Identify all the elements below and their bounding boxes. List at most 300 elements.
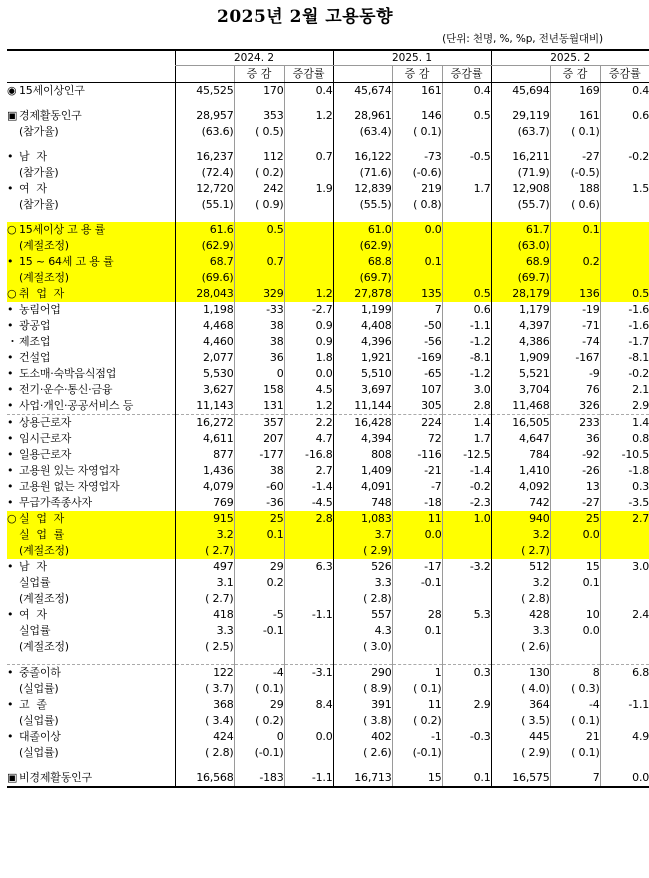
cell-2025-01-change: 224 — [392, 415, 442, 432]
cell-2024-02-value: 5,530 — [175, 366, 234, 382]
row-label-text: 농림어업 — [19, 303, 61, 316]
row-label — [7, 495, 175, 511]
cell-2024-02-change: -5 — [234, 607, 284, 623]
cell-2025-01-value: ( 2.8) — [333, 591, 392, 607]
row-label-text: 전기·운수·통신·금융 — [19, 383, 113, 396]
header-2025-02-rate: 증감률 — [600, 66, 649, 83]
table-body — [7, 83, 649, 788]
cell-2025-02-rate — [600, 713, 649, 729]
table-row — [7, 697, 649, 713]
row-marker-icon: • — [7, 367, 14, 380]
cell-2024-02-value: 16,272 — [175, 415, 234, 432]
cell-2025-02-change: (-0.5) — [550, 165, 600, 181]
cell-2024-02-change: ( 0.5) — [234, 124, 284, 140]
header-sub-row — [7, 66, 649, 83]
cell-2024-02-change — [234, 639, 284, 655]
cell-2025-02-rate: -1.1 — [600, 697, 649, 713]
cell-2024-02-value: 68.7 — [175, 254, 234, 270]
row-label-text: 제조업 — [19, 335, 51, 348]
cell-2025-01-change: 1 — [392, 665, 442, 682]
cell-2025-01-value: ( 3.0) — [333, 639, 392, 655]
header-2025-01-change: 증 감 — [392, 66, 442, 83]
cell-2024-02-value: (72.4) — [175, 165, 234, 181]
cell-2025-01-rate: 1.4 — [442, 415, 491, 432]
row-label-text: (계절조정) — [19, 640, 69, 653]
table-row — [7, 591, 649, 607]
cell-2025-01-change: ( 0.1) — [392, 124, 442, 140]
cell-2024-02-change: 0 — [234, 366, 284, 382]
row-label-text: 여 자 — [19, 608, 49, 621]
row-label-text: (계절조정) — [19, 239, 69, 252]
row-label — [7, 181, 175, 197]
header-2024-02-value — [175, 66, 234, 83]
cell-2025-02-value: 512 — [491, 559, 550, 575]
cell-2024-02-value: 3.2 — [175, 527, 234, 543]
header-label-col — [7, 66, 175, 83]
cell-2025-02-change: ( 0.1) — [550, 124, 600, 140]
row-marker-icon: • — [7, 432, 14, 445]
cell-2025-02-value: (63.7) — [491, 124, 550, 140]
table-row — [7, 665, 649, 682]
header-group-row — [7, 50, 649, 66]
table-row — [7, 318, 649, 334]
cell-2025-01-value: 16,122 — [333, 149, 392, 165]
cell-2025-01-value: 12,839 — [333, 181, 392, 197]
row-label-text: 상용근로자 — [19, 416, 72, 429]
cell-2025-01-value: 290 — [333, 665, 392, 682]
cell-2025-01-value: 4,408 — [333, 318, 392, 334]
row-label-text: (계절조정) — [19, 544, 69, 557]
row-marker-icon: • — [7, 303, 14, 316]
cell-2025-01-change: 135 — [392, 286, 442, 302]
table-row — [7, 108, 649, 124]
table-row — [7, 270, 649, 286]
cell-2025-01-rate: 0.5 — [442, 286, 491, 302]
cell-2025-02-rate: 1.4 — [600, 415, 649, 432]
row-label-text: 15세이상인구 — [19, 84, 85, 97]
cell-2024-02-rate: -1.4 — [284, 479, 333, 495]
row-label-text: (실업률) — [19, 714, 59, 727]
cell-2024-02-rate: 0.0 — [284, 366, 333, 382]
cell-2024-02-rate: 4.7 — [284, 431, 333, 447]
row-label — [7, 665, 175, 682]
table-row — [7, 334, 649, 350]
cell-2025-01-change: 219 — [392, 181, 442, 197]
cell-2024-02-value: 16,568 — [175, 770, 234, 787]
cell-2024-02-value: 4,460 — [175, 334, 234, 350]
cell-2025-02-value: (71.9) — [491, 165, 550, 181]
cell-2024-02-change: 353 — [234, 108, 284, 124]
cell-2025-02-rate — [600, 222, 649, 238]
cell-2025-01-value: ( 3.8) — [333, 713, 392, 729]
row-marker-icon: • — [7, 560, 14, 573]
cell-2025-01-value: 5,510 — [333, 366, 392, 382]
cell-2025-01-rate: -8.1 — [442, 350, 491, 366]
cell-2025-01-rate: -12.5 — [442, 447, 491, 463]
cell-2025-02-value: 5,521 — [491, 366, 550, 382]
row-marker-icon: ○ — [7, 223, 17, 236]
cell-2024-02-change: 0.1 — [234, 527, 284, 543]
cell-2025-02-rate: -1.7 — [600, 334, 649, 350]
table-row — [7, 447, 649, 463]
cell-2024-02-value: ( 2.7) — [175, 591, 234, 607]
table-row — [7, 382, 649, 398]
cell-2025-02-change: -74 — [550, 334, 600, 350]
cell-2024-02-value: 418 — [175, 607, 234, 623]
table-row — [7, 607, 649, 623]
cell-2025-01-change: -116 — [392, 447, 442, 463]
cell-2025-01-rate — [442, 238, 491, 254]
cell-2025-01-rate: 1.7 — [442, 431, 491, 447]
cell-2025-01-value: 3.7 — [333, 527, 392, 543]
row-label — [7, 697, 175, 713]
row-label — [7, 398, 175, 415]
table-row — [7, 729, 649, 745]
cell-2024-02-rate: 2.2 — [284, 415, 333, 432]
row-label-text: (계절조정) — [19, 592, 69, 605]
cell-2025-01-change — [392, 238, 442, 254]
cell-2025-02-value: 4,386 — [491, 334, 550, 350]
cell-2025-01-rate — [442, 165, 491, 181]
row-label — [7, 770, 175, 787]
cell-2025-02-value: (63.0) — [491, 238, 550, 254]
cell-2025-01-rate: 1.0 — [442, 511, 491, 527]
cell-2025-02-value: 16,575 — [491, 770, 550, 787]
row-label — [7, 575, 175, 591]
cell-2024-02-rate — [284, 745, 333, 761]
cell-2025-02-change: 0.2 — [550, 254, 600, 270]
row-label — [7, 681, 175, 697]
row-label — [7, 607, 175, 623]
cell-2025-01-rate: -1.2 — [442, 334, 491, 350]
cell-2025-01-rate — [442, 543, 491, 559]
cell-2025-02-rate: -3.5 — [600, 495, 649, 511]
table-row — [7, 713, 649, 729]
row-label-text: (실업률) — [19, 682, 59, 695]
table-row — [7, 431, 649, 447]
cell-2024-02-change: 38 — [234, 334, 284, 350]
header-corner-cell — [7, 50, 175, 66]
cell-2024-02-change: ( 0.9) — [234, 197, 284, 213]
row-label — [7, 222, 175, 238]
cell-2024-02-value: ( 2.8) — [175, 745, 234, 761]
cell-2025-01-value: 402 — [333, 729, 392, 745]
row-label — [7, 431, 175, 447]
cell-2025-01-change: 161 — [392, 83, 442, 100]
cell-2024-02-rate — [284, 591, 333, 607]
table-row — [7, 238, 649, 254]
cell-2025-01-change: 28 — [392, 607, 442, 623]
cell-2025-02-value: 16,505 — [491, 415, 550, 432]
cell-2024-02-change: 170 — [234, 83, 284, 100]
cell-2024-02-value: 4,079 — [175, 479, 234, 495]
cell-2025-01-value: (71.6) — [333, 165, 392, 181]
row-label-text: (참가율) — [19, 198, 59, 211]
cell-2025-02-change: ( 0.3) — [550, 681, 600, 697]
cell-2025-02-value: 68.9 — [491, 254, 550, 270]
cell-2025-02-rate: 0.6 — [600, 108, 649, 124]
row-label — [7, 415, 175, 432]
header-2025-02-value — [491, 66, 550, 83]
cell-2025-02-change: 36 — [550, 431, 600, 447]
cell-2024-02-rate — [284, 238, 333, 254]
cell-2025-01-rate: 0.3 — [442, 665, 491, 682]
cell-2024-02-value: 4,611 — [175, 431, 234, 447]
cell-2025-02-rate — [600, 639, 649, 655]
cell-2024-02-value: 1,198 — [175, 302, 234, 318]
cell-2024-02-change: 158 — [234, 382, 284, 398]
row-label-text: 고용원 있는 자영업자 — [19, 464, 120, 477]
cell-2025-02-change: 169 — [550, 83, 600, 100]
cell-2025-01-value: 526 — [333, 559, 392, 575]
row-label-text: 광공업 — [19, 319, 51, 332]
row-marker-icon: • — [7, 448, 14, 461]
cell-2025-02-rate — [600, 197, 649, 213]
row-label — [7, 302, 175, 318]
header-group-2024-02: 2024. 2 — [175, 50, 333, 66]
cell-2024-02-value: 497 — [175, 559, 234, 575]
row-label-text: 대졸이상 — [19, 730, 61, 743]
row-label — [7, 479, 175, 495]
cell-2025-02-value: ( 2.9) — [491, 745, 550, 761]
row-label-text: (참가율) — [19, 166, 59, 179]
cell-2024-02-change: -36 — [234, 495, 284, 511]
row-marker-icon: • — [7, 480, 14, 493]
cell-2025-01-change: (-0.1) — [392, 745, 442, 761]
cell-2025-01-value: 11,144 — [333, 398, 392, 415]
cell-2024-02-rate: -1.1 — [284, 607, 333, 623]
spacer-row — [7, 761, 649, 770]
cell-2025-02-value: 4,092 — [491, 479, 550, 495]
cell-2025-01-change: 7 — [392, 302, 442, 318]
cell-2025-01-value: 3,697 — [333, 382, 392, 398]
row-marker-icon: ◉ — [7, 84, 17, 97]
cell-2024-02-value: (69.6) — [175, 270, 234, 286]
cell-2025-02-value: 428 — [491, 607, 550, 623]
cell-2024-02-change: 29 — [234, 559, 284, 575]
cell-2025-02-change: 0.1 — [550, 575, 600, 591]
row-label-text: 임시근로자 — [19, 432, 72, 445]
cell-2024-02-change: (-0.1) — [234, 745, 284, 761]
cell-2025-01-change: 11 — [392, 511, 442, 527]
row-label — [7, 382, 175, 398]
cell-2024-02-rate — [284, 623, 333, 639]
cell-2024-02-change: 357 — [234, 415, 284, 432]
cell-2024-02-change: 0 — [234, 729, 284, 745]
cell-2025-02-value: 130 — [491, 665, 550, 682]
cell-2025-01-value: 4,394 — [333, 431, 392, 447]
cell-2025-02-rate — [600, 591, 649, 607]
cell-2025-01-change: 107 — [392, 382, 442, 398]
cell-2025-02-rate — [600, 238, 649, 254]
cell-2025-01-value: ( 2.9) — [333, 543, 392, 559]
row-label — [7, 745, 175, 761]
header-2025-02-change: 증 감 — [550, 66, 600, 83]
row-label-text: 15 ~ 64세 고 용 률 — [19, 255, 114, 268]
cell-2025-02-rate — [600, 527, 649, 543]
cell-2025-01-change: 11 — [392, 697, 442, 713]
row-marker-icon: • — [7, 464, 14, 477]
cell-2024-02-rate: -2.7 — [284, 302, 333, 318]
cell-2024-02-change: 112 — [234, 149, 284, 165]
cell-2025-01-change: ( 0.1) — [392, 681, 442, 697]
cell-2025-02-change: -71 — [550, 318, 600, 334]
table-row — [7, 479, 649, 495]
cell-2025-01-change: 305 — [392, 398, 442, 415]
cell-2024-02-value: 45,525 — [175, 83, 234, 100]
header-2025-01-value — [333, 66, 392, 83]
cell-2025-01-value: 748 — [333, 495, 392, 511]
cell-2024-02-value: 3.3 — [175, 623, 234, 639]
cell-2025-02-value: 940 — [491, 511, 550, 527]
cell-2025-01-rate: -2.3 — [442, 495, 491, 511]
cell-2024-02-rate — [284, 713, 333, 729]
table-row — [7, 639, 649, 655]
cell-2025-02-change: 233 — [550, 415, 600, 432]
cell-2025-02-value: ( 2.8) — [491, 591, 550, 607]
cell-2025-02-rate: 2.9 — [600, 398, 649, 415]
cell-2025-02-rate: 3.0 — [600, 559, 649, 575]
table-row — [7, 398, 649, 415]
cell-2025-02-rate — [600, 745, 649, 761]
cell-2025-01-value: 1,199 — [333, 302, 392, 318]
row-label — [7, 254, 175, 270]
cell-2024-02-rate: 1.2 — [284, 398, 333, 415]
row-label — [7, 197, 175, 213]
cell-2025-02-change: -9 — [550, 366, 600, 382]
cell-2024-02-value: 368 — [175, 697, 234, 713]
table-row — [7, 222, 649, 238]
row-label-text: 고용원 없는 자영업자 — [19, 480, 120, 493]
cell-2025-01-change — [392, 543, 442, 559]
cell-2025-02-rate — [600, 575, 649, 591]
row-marker-icon: ○ — [7, 512, 17, 525]
cell-2024-02-change: 131 — [234, 398, 284, 415]
cell-2024-02-change: 0.7 — [234, 254, 284, 270]
cell-2025-01-rate: 0.5 — [442, 108, 491, 124]
cell-2025-01-rate — [442, 222, 491, 238]
cell-2024-02-change: 29 — [234, 697, 284, 713]
cell-2025-01-change: -7 — [392, 479, 442, 495]
row-label-text: 실 업 자 — [19, 512, 66, 525]
cell-2025-02-value: 11,468 — [491, 398, 550, 415]
row-marker-icon: ▣ — [7, 109, 18, 122]
cell-2025-01-value: (69.7) — [333, 270, 392, 286]
cell-2025-01-rate: -0.2 — [442, 479, 491, 495]
cell-2025-01-rate — [442, 745, 491, 761]
cell-2025-02-change: -27 — [550, 149, 600, 165]
cell-2025-02-value: 1,410 — [491, 463, 550, 479]
cell-2024-02-rate — [284, 543, 333, 559]
row-label-text: 건설업 — [19, 351, 51, 364]
row-label — [7, 713, 175, 729]
cell-2025-01-value: 808 — [333, 447, 392, 463]
cell-2024-02-value: ( 3.7) — [175, 681, 234, 697]
cell-2024-02-change: 329 — [234, 286, 284, 302]
row-label-text: (실업률) — [19, 746, 59, 759]
cell-2024-02-value: (62.9) — [175, 238, 234, 254]
cell-2024-02-rate: 0.4 — [284, 83, 333, 100]
cell-2024-02-change: ( 0.2) — [234, 165, 284, 181]
cell-2025-01-value: 28,961 — [333, 108, 392, 124]
row-marker-icon: • — [7, 150, 14, 163]
row-marker-icon: • — [7, 351, 14, 364]
table-row — [7, 623, 649, 639]
cell-2024-02-change: ( 0.1) — [234, 681, 284, 697]
cell-2025-02-change: ( 0.6) — [550, 197, 600, 213]
row-label — [7, 623, 175, 639]
cell-2025-01-value: 45,674 — [333, 83, 392, 100]
cell-2025-02-value: 3.3 — [491, 623, 550, 639]
cell-2025-01-rate: -1.2 — [442, 366, 491, 382]
cell-2024-02-change: 38 — [234, 318, 284, 334]
cell-2024-02-rate — [284, 197, 333, 213]
cell-2024-02-value: (63.6) — [175, 124, 234, 140]
cell-2025-02-change — [550, 543, 600, 559]
cell-2024-02-value: 16,237 — [175, 149, 234, 165]
cell-2025-02-value: 784 — [491, 447, 550, 463]
cell-2024-02-rate — [284, 165, 333, 181]
row-label — [7, 366, 175, 382]
row-label-text: (계절조정) — [19, 271, 69, 284]
cell-2024-02-change: -4 — [234, 665, 284, 682]
cell-2024-02-rate — [284, 254, 333, 270]
cell-2025-01-value: 16,428 — [333, 415, 392, 432]
cell-2025-02-value: 1,909 — [491, 350, 550, 366]
cell-2025-02-change: 0.0 — [550, 623, 600, 639]
cell-2025-02-change — [550, 270, 600, 286]
row-label-text: 사업·개인·공공서비스 등 — [19, 399, 134, 412]
cell-2024-02-value: 877 — [175, 447, 234, 463]
cell-2024-02-rate: -3.1 — [284, 665, 333, 682]
cell-2025-02-value: 3.2 — [491, 575, 550, 591]
cell-2025-02-rate — [600, 623, 649, 639]
row-label-text: 중졸이하 — [19, 666, 61, 679]
cell-2025-02-change: 8 — [550, 665, 600, 682]
row-label-text: 여 자 — [19, 182, 49, 195]
cell-2025-01-change — [392, 270, 442, 286]
row-label-text: 실 업 률 — [19, 528, 66, 541]
cell-2024-02-rate — [284, 639, 333, 655]
row-label — [7, 165, 175, 181]
cell-2025-01-rate — [442, 270, 491, 286]
cell-2025-01-rate — [442, 591, 491, 607]
cell-2025-01-change: -65 — [392, 366, 442, 382]
row-marker-icon: • — [7, 698, 14, 711]
cell-2025-01-rate: 2.8 — [442, 398, 491, 415]
table-row — [7, 415, 649, 432]
header-2024-02-rate: 증감률 — [284, 66, 333, 83]
cell-2025-01-rate — [442, 197, 491, 213]
cell-2025-02-rate: -1.6 — [600, 302, 649, 318]
cell-2024-02-value: ( 2.7) — [175, 543, 234, 559]
cell-2025-01-value: 4.3 — [333, 623, 392, 639]
cell-2025-01-value: 4,396 — [333, 334, 392, 350]
cell-2025-02-value: 742 — [491, 495, 550, 511]
cell-2025-01-rate: 0.1 — [442, 770, 491, 787]
cell-2025-02-rate — [600, 681, 649, 697]
row-label-text: 고 졸 — [19, 698, 49, 711]
row-label — [7, 108, 175, 124]
row-label-text: 15세이상 고 용 률 — [19, 223, 106, 236]
page-title: 2025년 2월 고용동향 — [216, 7, 393, 27]
cell-2025-02-change: 13 — [550, 479, 600, 495]
table-row — [7, 124, 649, 140]
cell-2025-02-rate — [600, 165, 649, 181]
row-marker-icon: • — [7, 319, 14, 332]
cell-2025-02-change: 326 — [550, 398, 600, 415]
cell-2025-02-change: -92 — [550, 447, 600, 463]
